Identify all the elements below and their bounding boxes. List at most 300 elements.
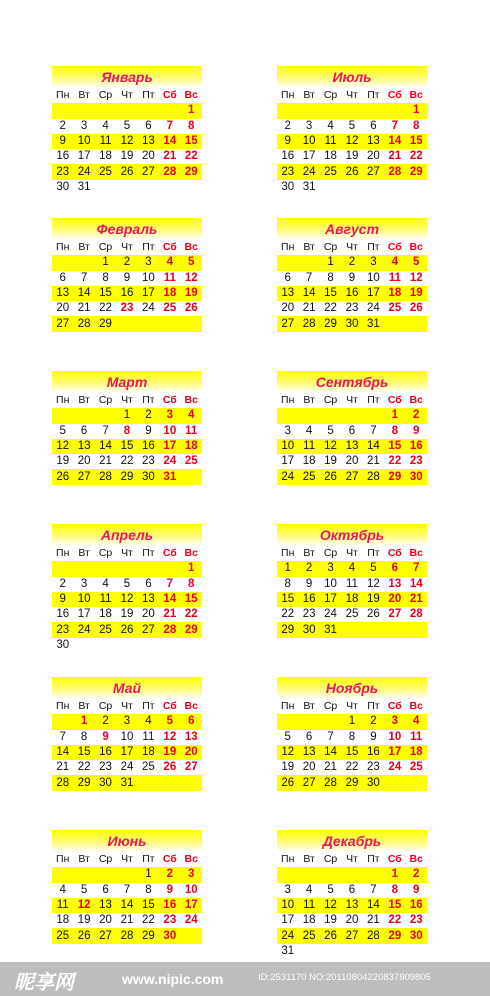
weekday-label: Сб <box>162 853 177 866</box>
week-row <box>52 103 202 118</box>
day-cell: 11 <box>142 730 155 743</box>
week-row <box>52 180 202 195</box>
weekday-header <box>52 546 202 561</box>
day-cell: 1 <box>145 868 152 881</box>
day-cell: 21 <box>367 914 380 927</box>
weekday-label: Пн <box>56 853 70 866</box>
day-cell: 12 <box>56 440 70 453</box>
day-cell: 4 <box>305 424 313 437</box>
month-block <box>277 218 427 332</box>
week-row <box>52 913 202 928</box>
weekday-label: Сб <box>387 700 402 713</box>
day-cell: 3 <box>80 577 88 590</box>
week-row <box>277 149 427 164</box>
day-cell: 12 <box>184 271 198 284</box>
day-cell: 25 <box>99 623 112 636</box>
weekday-header <box>277 546 427 561</box>
weekday-label: Вс <box>409 700 423 713</box>
week-row <box>277 745 427 760</box>
day-cell: 2 <box>370 715 377 728</box>
week-row <box>277 730 427 745</box>
day-cell: 28 <box>163 623 177 636</box>
day-cell: 30 <box>367 776 380 789</box>
day-cell: 20 <box>142 150 155 163</box>
day-cell: 25 <box>99 165 112 178</box>
weekday-label: Вс <box>409 547 423 560</box>
day-cell: 25 <box>142 761 155 774</box>
day-cell: 10 <box>163 424 177 437</box>
day-cell: 7 <box>327 730 334 743</box>
weekday-label: Вт <box>303 89 315 102</box>
day-cell: 21 <box>163 150 177 163</box>
week-row <box>277 301 427 316</box>
weekday-label: Пт <box>367 241 380 254</box>
week-row <box>52 119 202 134</box>
weekday-label: Вс <box>409 853 423 866</box>
day-cell: 29 <box>77 776 91 789</box>
weekday-label: Вс <box>409 394 423 407</box>
week-row <box>277 469 427 484</box>
weekday-label: Пн <box>281 241 295 254</box>
day-cell: 4 <box>348 562 356 575</box>
day-cell: 8 <box>102 271 109 284</box>
day-cell: 1 <box>80 715 88 728</box>
weekday-label: Чт <box>121 547 133 560</box>
day-cell: 27 <box>281 317 295 330</box>
day-cell: 12 <box>367 577 380 590</box>
month-title: Февраль <box>52 218 202 240</box>
day-cell: 7 <box>370 883 377 896</box>
day-cell: 15 <box>388 899 402 912</box>
day-cell: 22 <box>184 150 198 163</box>
day-cell: 16 <box>163 899 177 912</box>
day-cell: 30 <box>281 180 295 193</box>
day-cell: 28 <box>324 776 337 789</box>
week-row <box>52 149 202 164</box>
month-title: Октябрь <box>277 524 427 546</box>
weekday-header <box>52 88 202 103</box>
weekday-header <box>52 393 202 408</box>
day-cell: 16 <box>99 746 112 759</box>
week-row <box>277 913 427 928</box>
day-cell: 9 <box>284 135 291 148</box>
day-cell: 22 <box>77 761 91 774</box>
day-cell: 25 <box>388 302 402 315</box>
day-cell: 5 <box>413 256 420 269</box>
day-cell: 26 <box>120 165 134 178</box>
day-cell: 15 <box>77 746 91 759</box>
day-cell: 29 <box>345 776 359 789</box>
day-cell: 23 <box>302 608 316 621</box>
weekday-label: Пт <box>367 394 380 407</box>
image-id-line: ID:2531170 NO:20110804220837809805 <box>258 972 431 983</box>
day-cell: 25 <box>324 165 337 178</box>
day-cell: 19 <box>367 593 380 606</box>
day-cell: 17 <box>184 899 198 912</box>
weekday-label: Ср <box>323 700 338 713</box>
month-block <box>52 677 202 791</box>
day-cell: 31 <box>77 180 91 193</box>
day-cell: 29 <box>99 317 112 330</box>
day-cell: 27 <box>367 165 380 178</box>
day-cell: 20 <box>281 302 295 315</box>
weekday-label: Пт <box>142 241 155 254</box>
day-cell: 20 <box>77 455 91 468</box>
day-cell: 9 <box>59 135 66 148</box>
watermark-logo: 昵享网 <box>14 972 74 994</box>
weekday-label: Сб <box>162 700 177 713</box>
day-cell: 5 <box>284 730 291 743</box>
day-cell: 3 <box>80 119 88 132</box>
day-cell: 23 <box>99 761 112 774</box>
day-cell: 27 <box>99 929 112 942</box>
day-cell: 8 <box>348 730 356 743</box>
weekday-label: Ср <box>98 547 113 560</box>
weekday-label: Ср <box>98 241 113 254</box>
weekday-header <box>277 240 427 255</box>
day-cell: 10 <box>367 271 380 284</box>
day-cell: 18 <box>388 287 402 300</box>
day-cell: 20 <box>367 150 380 163</box>
day-cell: 8 <box>145 883 152 896</box>
day-cell: 29 <box>120 470 134 483</box>
day-cell: 3 <box>284 883 291 896</box>
day-cell: 18 <box>99 150 112 163</box>
day-cell: 9 <box>123 271 131 284</box>
day-cell: 3 <box>305 119 313 132</box>
day-cell: 6 <box>370 119 377 132</box>
week-row <box>277 134 427 149</box>
week-row <box>277 898 427 913</box>
weekday-label: Вс <box>184 394 198 407</box>
day-cell: 8 <box>327 271 334 284</box>
day-cell: 18 <box>163 287 177 300</box>
day-cell: 4 <box>102 577 109 590</box>
day-cell: 13 <box>142 135 155 148</box>
day-cell: 22 <box>184 608 198 621</box>
day-cell: 2 <box>413 409 420 422</box>
week-row <box>52 745 202 760</box>
weekday-label: Чт <box>346 853 358 866</box>
weekday-label: Чт <box>346 394 358 407</box>
day-cell: 22 <box>388 914 402 927</box>
day-cell: 3 <box>166 409 174 422</box>
month-block <box>52 66 202 195</box>
week-row <box>52 301 202 316</box>
weekday-label: Вс <box>184 89 198 102</box>
week-row <box>277 164 427 179</box>
day-cell: 31 <box>281 944 295 957</box>
weekday-label: Вт <box>78 700 90 713</box>
day-cell: 24 <box>281 470 295 483</box>
day-cell: 5 <box>327 883 334 896</box>
day-cell: 16 <box>367 746 380 759</box>
month-block <box>277 66 427 195</box>
month-block <box>277 371 427 485</box>
week-row <box>52 469 202 484</box>
day-cell: 28 <box>367 929 380 942</box>
week-row <box>52 408 202 423</box>
day-cell: 13 <box>302 746 316 759</box>
day-cell: 16 <box>56 150 70 163</box>
day-cell: 16 <box>345 287 359 300</box>
weekday-label: Вт <box>303 853 315 866</box>
day-cell: 29 <box>388 470 402 483</box>
month-title: Ноябрь <box>277 677 427 699</box>
weekday-header <box>277 699 427 714</box>
weekday-label: Вт <box>303 547 315 560</box>
day-cell: 24 <box>77 165 91 178</box>
month-title: Сентябрь <box>277 371 427 393</box>
day-cell: 24 <box>120 761 134 774</box>
day-cell: 22 <box>142 914 155 927</box>
day-cell: 25 <box>184 455 198 468</box>
weekday-label: Пн <box>56 700 70 713</box>
week-row <box>52 730 202 745</box>
day-cell: 26 <box>163 761 177 774</box>
day-cell: 30 <box>56 180 70 193</box>
month-title: Март <box>52 371 202 393</box>
week-row <box>277 180 427 195</box>
weekday-label: Вт <box>78 241 90 254</box>
week-row <box>277 883 427 898</box>
day-cell: 16 <box>120 287 134 300</box>
day-cell: 13 <box>56 287 70 300</box>
day-cell: 6 <box>305 730 313 743</box>
day-cell: 24 <box>388 761 402 774</box>
weekday-label: Вт <box>303 394 315 407</box>
day-cell: 4 <box>188 409 195 422</box>
weekday-label: Пт <box>142 394 155 407</box>
week-row <box>52 775 202 790</box>
day-cell: 2 <box>59 119 66 132</box>
day-cell: 21 <box>56 761 70 774</box>
day-cell: 28 <box>409 608 423 621</box>
day-cell: 1 <box>102 256 109 269</box>
day-cell: 20 <box>302 761 316 774</box>
day-cell: 27 <box>345 929 359 942</box>
day-cell: 29 <box>281 623 295 636</box>
day-cell: 6 <box>188 715 195 728</box>
weekday-label: Сб <box>387 394 402 407</box>
week-row <box>52 638 202 653</box>
day-cell: 31 <box>120 776 134 789</box>
day-cell: 27 <box>142 165 155 178</box>
day-cell: 6 <box>102 883 109 896</box>
day-cell: 11 <box>303 899 316 912</box>
day-cell: 18 <box>142 746 155 759</box>
day-cell: 9 <box>102 730 109 743</box>
day-cell: 9 <box>305 577 313 590</box>
day-cell: 18 <box>302 914 316 927</box>
day-cell: 27 <box>345 470 359 483</box>
day-cell: 12 <box>77 899 91 912</box>
day-cell: 26 <box>184 302 198 315</box>
day-cell: 10 <box>324 577 337 590</box>
week-row <box>277 867 427 882</box>
weekday-label: Чт <box>121 853 133 866</box>
day-cell: 24 <box>184 914 198 927</box>
day-cell: 2 <box>102 715 109 728</box>
week-row <box>277 622 427 637</box>
month-block <box>277 677 427 791</box>
week-row <box>52 286 202 301</box>
weekday-label: Вс <box>184 241 198 254</box>
day-cell: 18 <box>409 746 423 759</box>
day-cell: 15 <box>345 746 359 759</box>
week-row <box>52 607 202 622</box>
day-cell: 1 <box>327 256 334 269</box>
weekday-label: Пт <box>367 547 380 560</box>
weekday-label: Пн <box>56 241 70 254</box>
weekday-label: Ср <box>323 241 338 254</box>
day-cell: 20 <box>56 302 70 315</box>
week-row <box>277 439 427 454</box>
day-cell: 23 <box>56 165 70 178</box>
day-cell: 25 <box>345 608 359 621</box>
day-cell: 31 <box>302 180 316 193</box>
day-cell: 6 <box>80 424 88 437</box>
day-cell: 14 <box>388 135 402 148</box>
week-row <box>277 424 427 439</box>
day-cell: 9 <box>348 271 356 284</box>
month-title: Май <box>52 677 202 699</box>
day-cell: 15 <box>409 135 423 148</box>
day-cell: 7 <box>413 562 420 575</box>
day-cell: 23 <box>409 914 423 927</box>
day-cell: 28 <box>56 776 70 789</box>
day-cell: 8 <box>123 424 131 437</box>
day-cell: 11 <box>99 135 112 148</box>
day-cell: 2 <box>123 256 131 269</box>
week-row <box>277 286 427 301</box>
day-cell: 15 <box>324 287 337 300</box>
weekday-label: Пт <box>142 547 155 560</box>
weekday-label: Чт <box>346 547 358 560</box>
day-cell: 9 <box>59 593 66 606</box>
day-cell: 15 <box>142 899 155 912</box>
day-cell: 6 <box>59 271 66 284</box>
day-cell: 19 <box>324 455 337 468</box>
day-cell: 14 <box>367 440 380 453</box>
day-cell: 4 <box>145 715 152 728</box>
week-row <box>52 714 202 729</box>
weekday-label: Вт <box>78 89 90 102</box>
day-cell: 15 <box>281 593 295 606</box>
day-cell: 25 <box>163 302 177 315</box>
weekday-label: Вс <box>184 853 198 866</box>
day-cell: 14 <box>163 593 177 606</box>
day-cell: 10 <box>281 440 295 453</box>
weekday-header <box>277 393 427 408</box>
week-row <box>52 592 202 607</box>
week-row <box>52 424 202 439</box>
day-cell: 5 <box>348 119 356 132</box>
day-cell: 28 <box>302 317 316 330</box>
day-cell: 3 <box>391 715 399 728</box>
day-cell: 26 <box>56 470 70 483</box>
week-row <box>277 577 427 592</box>
day-cell: 17 <box>388 746 402 759</box>
weekday-label: Ср <box>98 89 113 102</box>
day-cell: 19 <box>120 150 134 163</box>
day-cell: 1 <box>348 715 356 728</box>
day-cell: 7 <box>102 424 109 437</box>
day-cell: 5 <box>188 256 195 269</box>
week-row <box>52 316 202 331</box>
weekday-label: Вт <box>78 547 90 560</box>
weekday-label: Вт <box>303 700 315 713</box>
day-cell: 5 <box>80 883 88 896</box>
day-cell: 30 <box>345 317 359 330</box>
day-cell: 10 <box>77 135 91 148</box>
day-cell: 20 <box>99 914 112 927</box>
weekday-label: Вс <box>184 700 198 713</box>
day-cell: 14 <box>324 746 337 759</box>
day-cell: 9 <box>166 883 174 896</box>
day-cell: 23 <box>120 302 134 315</box>
weekday-label: Вс <box>184 547 198 560</box>
day-cell: 24 <box>142 302 155 315</box>
day-cell: 26 <box>345 165 359 178</box>
week-row <box>277 592 427 607</box>
weekday-label: Сб <box>162 89 177 102</box>
weekday-label: Ср <box>98 700 113 713</box>
day-cell: 19 <box>56 455 70 468</box>
week-row <box>52 883 202 898</box>
day-cell: 16 <box>56 608 70 621</box>
week-row <box>277 316 427 331</box>
day-cell: 7 <box>370 424 377 437</box>
day-cell: 6 <box>145 577 152 590</box>
weekday-label: Ср <box>98 394 113 407</box>
day-cell: 9 <box>370 730 377 743</box>
day-cell: 8 <box>284 577 291 590</box>
day-cell: 13 <box>388 577 402 590</box>
day-cell: 18 <box>184 440 198 453</box>
day-cell: 31 <box>324 623 337 636</box>
day-cell: 15 <box>120 440 134 453</box>
day-cell: 4 <box>413 715 420 728</box>
weekday-header <box>277 88 427 103</box>
month-title: Декабрь <box>277 830 427 852</box>
weekday-label: Чт <box>346 241 358 254</box>
day-cell: 6 <box>391 562 399 575</box>
day-cell: 14 <box>120 899 134 912</box>
weekday-label: Пт <box>142 700 155 713</box>
weekday-label: Пн <box>281 394 295 407</box>
day-cell: 31 <box>163 470 177 483</box>
day-cell: 7 <box>166 577 174 590</box>
day-cell: 10 <box>142 271 155 284</box>
day-cell: 4 <box>102 119 109 132</box>
day-cell: 24 <box>367 302 380 315</box>
weekday-header <box>52 240 202 255</box>
day-cell: 7 <box>59 730 66 743</box>
day-cell: 29 <box>409 165 423 178</box>
day-cell: 18 <box>324 150 337 163</box>
weekday-label: Чт <box>121 241 133 254</box>
day-cell: 4 <box>327 119 334 132</box>
day-cell: 22 <box>281 608 295 621</box>
day-cell: 17 <box>324 593 337 606</box>
day-cell: 28 <box>77 317 91 330</box>
day-cell: 3 <box>123 715 131 728</box>
day-cell: 17 <box>77 150 91 163</box>
day-cell: 14 <box>99 440 112 453</box>
month-block <box>277 524 427 638</box>
day-cell: 19 <box>409 287 423 300</box>
